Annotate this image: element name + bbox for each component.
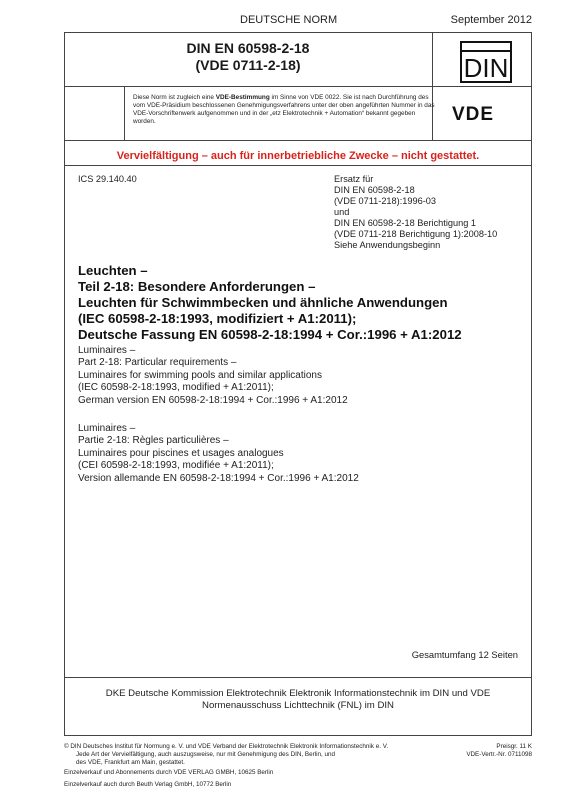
frame-line-bottom (64, 735, 532, 736)
title-line: (CEI 60598-2-18:1993, modifiée + A1:2011); (78, 460, 274, 472)
ics-code: ICS 29.140.40 (78, 174, 137, 184)
title-line: Teil 2-18: Besondere Anforderungen – (78, 279, 316, 294)
title-line: Leuchten – (78, 263, 148, 278)
title-line: Luminaires – (78, 423, 136, 434)
frame-line-notice-left (124, 86, 125, 140)
document-number-block (64, 40, 432, 74)
replacement-line: Ersatz für (334, 174, 374, 184)
header-standard-type: DEUTSCHE NORM (240, 14, 338, 26)
replacement-line: und (334, 207, 350, 217)
title-line: (IEC 60598-2-18:1993, modified + A1:2011); (78, 382, 274, 394)
svg-text:DIN: DIN (463, 53, 509, 83)
frame-line-4 (64, 165, 532, 166)
title-line: Luminaires – (78, 345, 136, 356)
frame-line-left (64, 32, 65, 735)
title-line: Luminaires pour piscines et usages analogues (78, 447, 284, 459)
vde-logo: VDE (452, 104, 495, 125)
vde-classification: (VDE 0711-2-18) (195, 57, 301, 73)
replacement-line: (VDE 0711-218 Berichtigung 1):2008-10 (334, 229, 498, 239)
vde-notice: Diese Norm ist zugleich eine VDE-Bestimmung im Sinne von VDE 0022. Sie ist nach Durchführung des vom VDE-Präsidium beschlossenen Genehmigungsverfahrens unter der oben angeführten Nummer in das VDE-Vorschriftenwerk aufgenommen und in der „etz Elektrotechnik + Automation“ bekannt gegeben worden. (133, 94, 435, 125)
committee-line: DKE Deutsche Kommission Elektrotechnik Elektronik Informationstechnik im DIN und VDE (105, 688, 491, 699)
frame-line-5 (64, 677, 532, 678)
price-info (466, 743, 532, 759)
replacement-line: DIN EN 60598-2-18 Berichtigung 1 (334, 218, 476, 228)
title-line: German version EN 60598-2-18:1994 + Cor.:1996 + A1:2012 (78, 394, 348, 406)
title-line: Leuchten für Schwimmbecken und ähnliche Anwendungen (78, 295, 448, 310)
copyright-notice: © DIN Deutsches Institut für Normung e. V. und VDE Verband der Elektrotechnik Elektronik Informationstechnik e. V. Jede Art der Vervielfältigung, auch auszugsweise, nur mit Genehmigung des DIN, Berlin, und des VDE, Frankfurt am Main, gestattet. (64, 743, 389, 766)
title-line: (IEC 60598-2-18:1993, modifiziert + A1:2011); (78, 311, 357, 326)
title-line: Luminaires for swimming pools and similar applications (78, 369, 322, 381)
header-date: September 2012 (450, 14, 532, 26)
committee-info (64, 688, 532, 712)
sales-info-vde: Einzelverkauf und Abonnements durch VDE VERLAG GMBH, 10625 Berlin (64, 769, 274, 776)
frame-line-top (64, 32, 532, 33)
price-group: Preisgr. 11 K (496, 743, 532, 750)
frame-line-2 (64, 86, 532, 87)
title-line: Partie 2-18: Règles particulières – (78, 435, 229, 447)
title-english (78, 345, 348, 407)
replacement-line: Siehe Anwendungsbeginn (334, 240, 441, 250)
din-logo (460, 41, 512, 83)
title-line: Deutsche Fassung EN 60598-2-18:1994 + Cor.:1996 + A1:2012 (78, 327, 462, 342)
title-german (78, 263, 462, 343)
document-number: DIN EN 60598-2-18 (186, 40, 310, 56)
title-line: Version allemande EN 60598-2-18:1994 + Cor.:1996 + A1:2012 (78, 472, 359, 484)
replacement-line: DIN EN 60598-2-18 (334, 185, 415, 195)
frame-line-3 (64, 140, 532, 141)
sales-info-beuth: Einzelverkauf auch durch Beuth Verlag GmbH, 10772 Berlin (64, 781, 232, 788)
frame-line-right (531, 32, 532, 735)
replacement-info (334, 174, 497, 251)
replacement-line: (VDE 0711-218):1996-03 (334, 196, 436, 206)
title-line: Part 2-18: Particular requirements – (78, 357, 237, 369)
reproduction-warning: Vervielfältigung – auch für innerbetriebliche Zwecke – nicht gestattet. (116, 150, 480, 162)
committee-line: Normenausschuss Lichttechnik (FNL) im DIN (202, 700, 394, 711)
title-french (78, 423, 359, 485)
vde-order-number: VDE-Vertr.-Nr. 0711098 (466, 751, 532, 758)
total-pages: Gesamtumfang 12 Seiten (411, 649, 518, 660)
